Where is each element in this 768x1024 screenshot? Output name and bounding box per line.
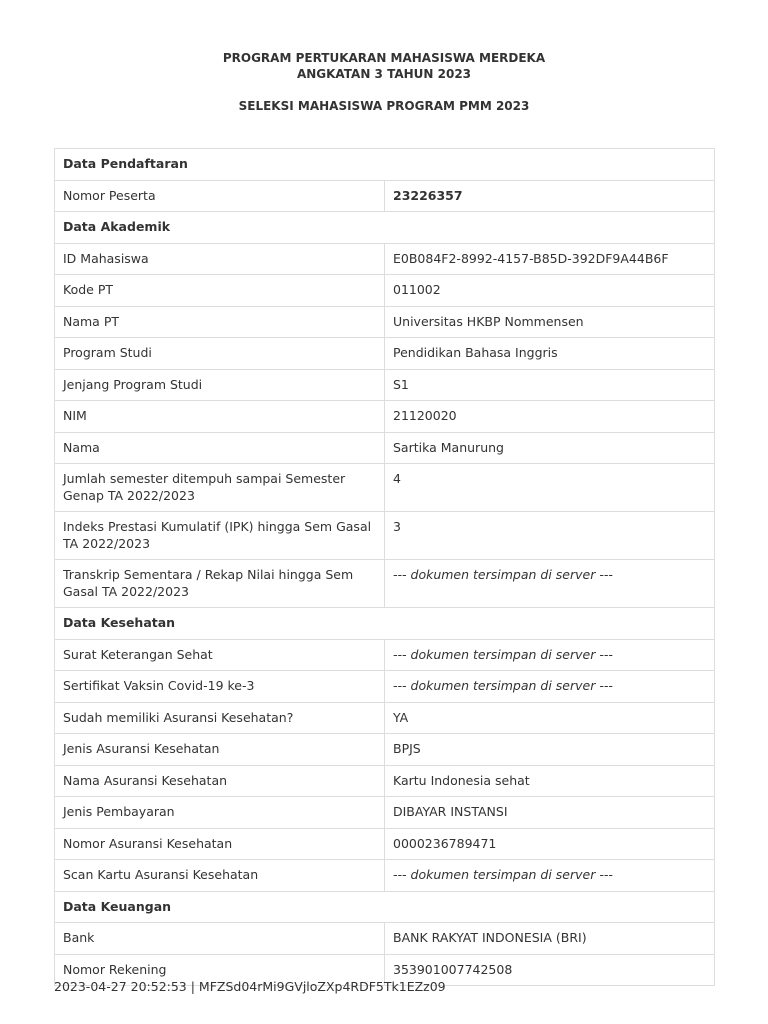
field-label: Transkrip Sementara / Rekap Nilai hingga Sem Gasal TA 2022/2023	[55, 560, 385, 608]
field-label: Jenjang Program Studi	[55, 369, 385, 401]
table-row	[55, 464, 715, 512]
field-label: Jenis Asuransi Kesehatan	[55, 734, 385, 766]
section-header-row	[55, 212, 715, 244]
table-row	[55, 734, 715, 766]
field-label: Bank	[55, 923, 385, 955]
field-label: Nomor Rekening	[55, 954, 385, 986]
field-label: Nomor Asuransi Kesehatan	[55, 828, 385, 860]
field-label: Sudah memiliki Asuransi Kesehatan?	[55, 702, 385, 734]
field-value-jenis-asuransi: BPJS	[385, 734, 715, 766]
field-label: Indeks Prestasi Kumulatif (IPK) hingga Sem Gasal TA 2022/2023	[55, 512, 385, 560]
field-label: Scan Kartu Asuransi Kesehatan	[55, 860, 385, 892]
field-value-program-studi: Pendidikan Bahasa Inggris	[385, 338, 715, 370]
field-value-kode-pt: 011002	[385, 275, 715, 307]
table-row	[55, 671, 715, 703]
field-label: Nama PT	[55, 306, 385, 338]
field-value-semester: 4	[385, 464, 715, 512]
section-header-row	[55, 608, 715, 640]
table-row	[55, 369, 715, 401]
section-header-row	[55, 891, 715, 923]
table-row	[55, 797, 715, 829]
field-value-nama: Sartika Manurung	[385, 432, 715, 464]
footer-timestamp-hash: 2023-04-27 20:52:53 | MFZSd04rMi9GVjloZXp4RDF5Tk1EZz09	[54, 979, 446, 994]
table-row	[55, 560, 715, 608]
field-value-jenjang: S1	[385, 369, 715, 401]
field-label: Jumlah semester ditempuh sampai Semester Genap TA 2022/2023	[55, 464, 385, 512]
field-label: Nama	[55, 432, 385, 464]
table-row	[55, 338, 715, 370]
registration-table	[54, 148, 715, 986]
field-label: Program Studi	[55, 338, 385, 370]
field-value-scan-kartu-document: --- dokumen tersimpan di server ---	[385, 860, 715, 892]
field-value-nomor-peserta: 23226357	[385, 180, 715, 212]
table-row	[55, 702, 715, 734]
field-label: ID Mahasiswa	[55, 243, 385, 275]
field-label: Surat Keterangan Sehat	[55, 639, 385, 671]
field-value-surat-sehat-document: --- dokumen tersimpan di server ---	[385, 639, 715, 671]
table-row	[55, 180, 715, 212]
table-row	[55, 432, 715, 464]
field-value-id-mahasiswa: E0B084F2-8992-4157-B85D-392DF9A44B6F	[385, 243, 715, 275]
field-label: Nomor Peserta	[55, 180, 385, 212]
table-row	[55, 401, 715, 433]
field-label: Jenis Pembayaran	[55, 797, 385, 829]
field-label: Nama Asuransi Kesehatan	[55, 765, 385, 797]
field-value-sudah-asuransi: YA	[385, 702, 715, 734]
field-value-nama-asuransi: Kartu Indonesia sehat	[385, 765, 715, 797]
field-value-ipk: 3	[385, 512, 715, 560]
field-value-nomor-asuransi: 0000236789471	[385, 828, 715, 860]
field-label: Kode PT	[55, 275, 385, 307]
header-subtitle: SELEKSI MAHASISWA PROGRAM PMM 2023	[238, 99, 530, 113]
table-row	[55, 923, 715, 955]
field-label: NIM	[55, 401, 385, 433]
section-title-pendaftaran: Data Pendaftaran	[55, 149, 715, 181]
field-value-nim: 21120020	[385, 401, 715, 433]
field-value-nama-pt: Universitas HKBP Nommensen	[385, 306, 715, 338]
field-value-bank: BANK RAKYAT INDONESIA (BRI)	[385, 923, 715, 955]
table-row	[55, 306, 715, 338]
field-value-jenis-pembayaran: DIBAYAR INSTANSI	[385, 797, 715, 829]
document-header	[0, 50, 768, 114]
section-title-kesehatan: Data Kesehatan	[55, 608, 715, 640]
field-value-rekening: 353901007742508	[385, 954, 715, 986]
table-row	[55, 639, 715, 671]
field-label: Sertifikat Vaksin Covid-19 ke-3	[55, 671, 385, 703]
table-row	[55, 860, 715, 892]
section-title-keuangan: Data Keuangan	[55, 891, 715, 923]
section-title-akademik: Data Akademik	[55, 212, 715, 244]
field-value-vaksin-document: --- dokumen tersimpan di server ---	[385, 671, 715, 703]
section-header-row	[55, 149, 715, 181]
table-row	[55, 828, 715, 860]
table-row	[55, 512, 715, 560]
header-title-line1: PROGRAM PERTUKARAN MAHASISWA MERDEKA	[222, 51, 546, 65]
table-row	[55, 275, 715, 307]
table-row	[55, 243, 715, 275]
table-row	[55, 765, 715, 797]
field-value-transkrip-document: --- dokumen tersimpan di server ---	[385, 560, 715, 608]
header-title-line2: ANGKATAN 3 TAHUN 2023	[296, 67, 472, 81]
